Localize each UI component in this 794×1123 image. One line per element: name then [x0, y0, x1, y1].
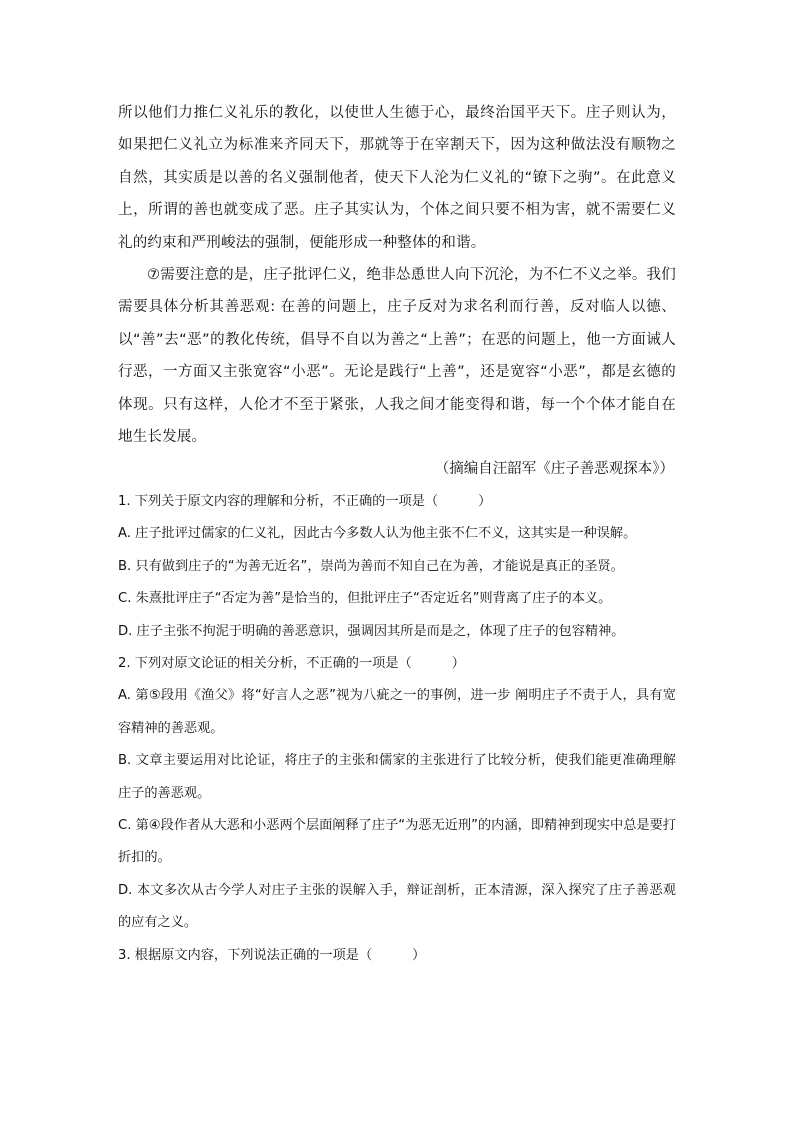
question-stem: 2. 下列对原文论证的相关分析，不正确的一项是（ ）: [118, 655, 465, 671]
paragraph-7: ⑦需要注意的是，庄子批评仁义，绝非怂恿世人向下沉沦，为不仁不义之举。我们需要具体分析其善恶观: 在善的问题上，庄子反对为求名利而行善，反对临人以德、以“善”去“恶”的教化传统，倡导不自以为善之“上善”；在恶的问题上，他一方面诫人行恶，一方面又主张宽容“小恶”。无论是践行“上善”，还是宽容“小恶”，都是玄德的体现。只有这样，人伦才不至于紧张，人我之间才能变得和谐，每一个个体才能自在地生长发展。: [118, 267, 676, 446]
option-c: C. 第④段作者从大恶和小恶两个层面阐释了庄子“为恶无近刑”的内涵，即精神到现实中总是要打折扣的。: [118, 817, 676, 866]
option-d: D. 本文多次从古今学人对庄子主张的误解入手，辩证剖析，正本清源，深入探究了庄子善恶观的应有之义。: [118, 882, 676, 931]
option-b: B. 文章主要运用对比论证，将庄子的主张和儒家的主张进行了比较分析，使我们能更准确理解庄子的善恶观。: [118, 753, 676, 801]
question-2: [118, 648, 676, 940]
source-citation: （摘编自汪韶军《庄子善恶观探本》）: [434, 461, 674, 478]
option-a: A. 庄子批评过儒家的仁义礼，因此古今多数人认为他主张不仁不义，这其实是一种误解。: [118, 526, 637, 542]
option-a: A. 第⑤段用《渔父》将“好言人之恶”视为八疵之一的事例，进一步 阐明庄子不责于人，具有宽容精神的善恶观。: [118, 688, 676, 736]
question-3: [118, 940, 676, 972]
document-page: [118, 97, 676, 972]
option-c: C. 朱熹批评庄子“否定为善”是恰当的，但批评庄子“否定近名”则背离了庄子的本义。: [118, 591, 612, 607]
question-stem: 1. 下列关于原文内容的理解和分析，不正确的一项是（ ）: [118, 493, 492, 509]
option-b: B. 只有做到庄子的“为善无近名”，崇尚为善而不知自己在为善，才能说是真正的圣贤。: [118, 558, 624, 574]
paragraph-6-continuation: 所以他们力推仁义礼乐的教化，以使世人生德于心，最终治国平天下。庄子则认为，如果把仁义礼立为标准来齐同天下，那就等于在宰割天下，因为这种做法没有顺物之自然，其实质是以善的名义强制他者，使天下人沦为仁义礼的“镣下之驹”。在此意义上，所谓的善也就变成了恶。庄子其实认为，个体之间只要不相为害，就不需要仁义礼的约束和严刑峻法的强制，便能形成一种整体的和谐。: [118, 105, 676, 251]
option-d: D. 庄子主张不拘泥于明确的善恶意识，强调因其所是而是之，体现了庄子的包容精神。: [118, 623, 625, 639]
question-1: [118, 486, 676, 648]
question-stem: 3. 根据原文内容，下列说法正确的一项是（ ）: [118, 947, 426, 963]
